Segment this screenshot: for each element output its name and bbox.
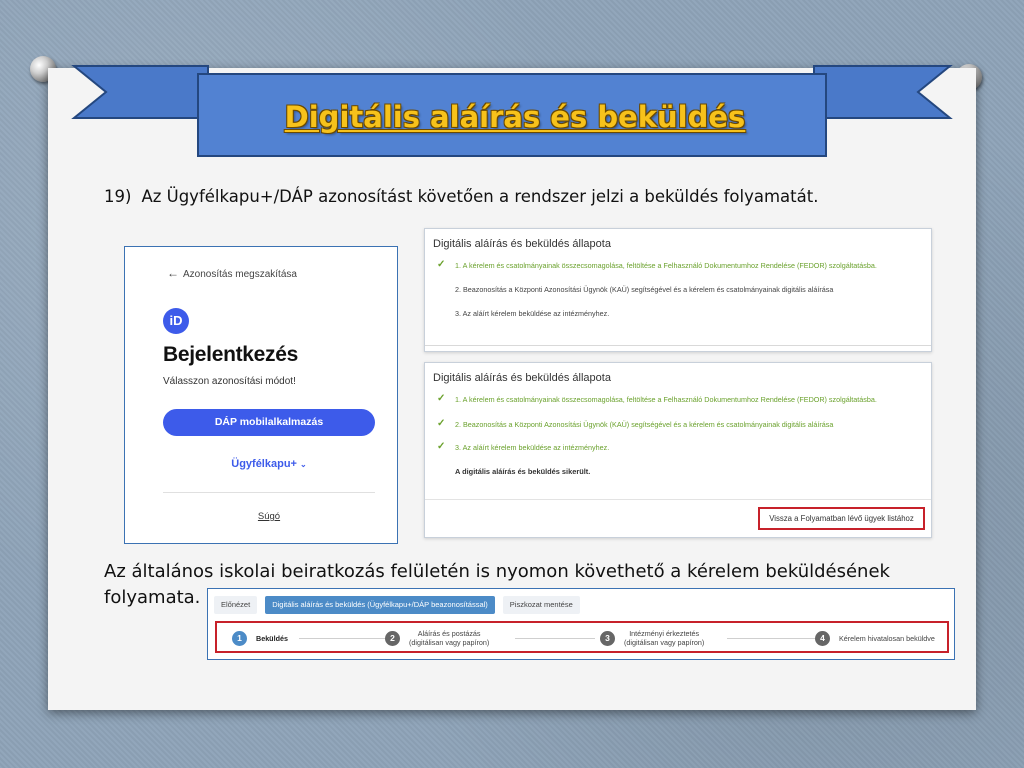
- slide-title: Digitális aláírás és beküldés: [284, 100, 746, 134]
- progress-panel: [207, 588, 955, 660]
- step-connector: [515, 638, 595, 639]
- action-tabs: [214, 596, 580, 614]
- login-panel: [124, 246, 398, 544]
- status-title: Digitális aláírás és beküldés állapota: [433, 372, 611, 384]
- login-subtitle: Válasszon azonosítási módot!: [163, 376, 296, 387]
- step-number: 3: [600, 631, 615, 646]
- step-label: Kérelem hivatalosan beküldve: [839, 633, 935, 643]
- chevron-down-icon: ⌄: [300, 460, 307, 469]
- step-label: [624, 629, 704, 647]
- login-heading: Bejelentkezés: [163, 343, 299, 366]
- check-icon: ✓: [437, 418, 446, 429]
- check-icon: ✓: [437, 441, 446, 452]
- status-panel-completed: [424, 362, 932, 538]
- login-divider: [163, 492, 375, 493]
- step-connector: [299, 638, 389, 639]
- step-label-line2: (digitálisan vagy papíron): [409, 638, 490, 647]
- step-connector: [727, 638, 815, 639]
- step-1: [232, 628, 288, 648]
- check-icon: ✓: [437, 393, 446, 404]
- step-number: 1: [232, 631, 247, 646]
- status-item-2: 2. Beazonosítás a Központi Azonosítási Ügynök (KAÜ) segítségével és a kérelem és csatolmányainak digitális aláírása: [455, 285, 834, 294]
- step-number: 19): [104, 187, 132, 206]
- tab-preview[interactable]: Előnézet: [214, 596, 257, 614]
- status-title: Digitális aláírás és beküldés állapota: [433, 238, 611, 250]
- step-label-line2: (digitálisan vagy papíron): [624, 638, 705, 647]
- step-label: [409, 629, 489, 647]
- progress-stepper: [215, 621, 949, 653]
- step-label: Beküldés: [256, 633, 288, 643]
- status-item-2: 2. Beazonosítás a Központi Azonosítási Ügynök (KAÜ) segítségével és a kérelem és csatolmányainak digitális aláírása: [455, 420, 834, 429]
- id-logo-icon: iD: [163, 308, 189, 334]
- step-number: 2: [385, 631, 400, 646]
- step-description: Az Ügyfélkapu+/DÁP azonosítást követően a rendszer jelzi a beküldés folyamatát.: [141, 187, 819, 206]
- step-label-line1: Aláírás és postázás: [417, 629, 481, 638]
- dap-app-button[interactable]: DÁP mobilalkalmazás: [163, 409, 375, 436]
- success-message: A digitális aláírás és beküldés sikerült.: [455, 467, 591, 476]
- cancel-auth-label: Azonosítás megszakítása: [183, 269, 297, 280]
- help-link[interactable]: Súgó: [257, 511, 281, 522]
- step-number: 4: [815, 631, 830, 646]
- status-divider: [425, 345, 931, 346]
- step-label-line1: Intézményi érkeztetés: [629, 629, 700, 638]
- check-icon: ✓: [437, 259, 446, 270]
- status-item-1: 1. A kérelem és csatolmányainak összecsomagolása, feltöltése a Felhasználó Dokumentumhoz Rendelése (FEDOR) szolgáltatásba.: [455, 395, 877, 404]
- tab-save-draft[interactable]: Piszkozat mentése: [503, 596, 580, 614]
- status-footer-divider: [425, 499, 931, 500]
- status-panel-in-progress: [424, 228, 932, 352]
- back-to-list-button[interactable]: Vissza a Folyamatban lévő ügyek listához: [758, 507, 925, 530]
- status-item-1: 1. A kérelem és csatolmányainak összecsomagolása, feltöltése a Felhasználó Dokumentumhoz Rendelése (FEDOR) szolgáltatásba.: [455, 261, 877, 270]
- step-4: [815, 628, 935, 648]
- ugyfelkapu-dropdown[interactable]: [163, 458, 375, 470]
- step-3: [600, 628, 704, 648]
- arrow-left-icon: ←: [167, 266, 179, 280]
- step-2: [385, 628, 489, 648]
- status-item-3: 3. Az aláírt kérelem beküldése az intézményhez.: [455, 443, 610, 452]
- cancel-auth-link[interactable]: [167, 266, 297, 280]
- tab-digital-signature[interactable]: Digitális aláírás és beküldés (Ügyfélkapu+/DÁP beazonosítással): [265, 596, 495, 614]
- ugyfelkapu-label: Ügyfélkapu+: [231, 458, 297, 470]
- progress-paragraph: Az általános iskolai beiratkozás felületén is nyomon követhető a kérelem beküldésének folyamata.: [104, 561, 890, 608]
- step-instruction: [104, 187, 818, 206]
- status-item-3: 3. Az aláírt kérelem beküldése az intézményhez.: [455, 309, 610, 318]
